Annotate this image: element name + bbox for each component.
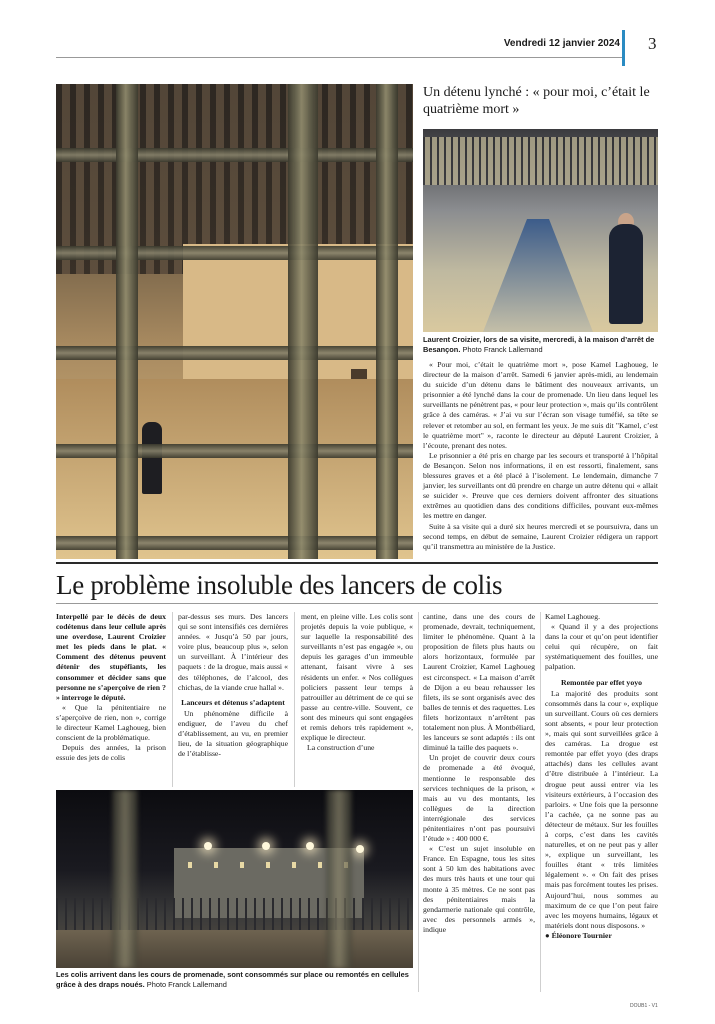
article-signature: ● Éléonore Tournier <box>545 930 612 940</box>
photo-bar <box>112 790 138 968</box>
article-paragraph: Kamel Laghoueg. <box>545 612 601 621</box>
photo-window <box>214 862 218 868</box>
article-column-3 <box>301 612 413 753</box>
column-separator <box>540 612 541 992</box>
sidebar-paragraph: Suite à sa visite qui a duré six heures mercredi et se poursuivra, dans un second temps, en début de semaine, Laurent Croizier rédigera un rapport qu’il transmettra au ministère de la Justice. <box>423 521 658 551</box>
article-paragraph: « C’est un sujet insoluble en France. En Espagne, tous les sites sont à 50 km des habitations avec des murs très hauts et une tour qui monte à 35 mètres. Ce ne sont pas des pénitentiaires mais la gendarmerie nationale qui contrôle, avec des personnels armés », indique <box>423 844 535 934</box>
photo-window <box>266 862 270 868</box>
article-paragraph: Depuis des années, la prison essuie des jets de colis <box>56 743 166 763</box>
sidebar-title: Un détenu lynché : « pour moi, c’était le quatrième mort » <box>423 85 650 117</box>
article-paragraph: Un phénomène difficile à endiguer, de l’aveu du chef d’établissement, au vu, en premier lieu, de la situation géographique de l’établisse- <box>178 708 288 759</box>
photo-window <box>188 862 192 868</box>
caption-text: Les colis arrivent dans les cours de promenade, sont consommés sur place ou remontés en cellules grâce à des draps noués. <box>56 970 409 989</box>
photo-guard-figure <box>142 422 162 494</box>
photo-railing <box>423 137 658 185</box>
photo-bar <box>116 84 138 559</box>
article-lead: Interpellé par le décès de deux codétenus dans leur cellule après une overdose, Laurent Croizier met les pieds dans le plat. « Comment des détenus peuvent détenir des stupéfiants, les consommer et décider sans que personne ne s’aperçoive de rien ? » interroge le député. <box>56 612 166 702</box>
photo-bar <box>56 444 413 458</box>
photo-corridor <box>483 219 593 332</box>
photo-bar <box>56 346 413 360</box>
article-paragraph: cantine, dans une des cours de promenade, devrait, techniquement, limiter le phénomène. Quant à la proposition de filets plus hauts ou alors horizontaux, formulée par Laurent Croizier, Kamel Laghoueg est circonspect. « La maison d’arrêt de Dijon a eu beau rehausser les filets, ils se sont organisés avec des balles de tennis et des raquettes. Les filets horizontaux n’arrêtent pas totalement non plus. À Montbéliard, les lanceurs se sont adaptés : ils ont diminué la taille des paquets ». <box>423 612 535 753</box>
photo-bar <box>288 84 318 559</box>
article-paragraph: « Que la pénitentiaire ne s’aperçoive de rien, non », corrige le directeur Kamel Laghoueg, bien conscient de la problématique. <box>56 702 166 743</box>
photo-floodlight <box>306 842 314 850</box>
headline-top-rule <box>56 562 658 564</box>
article-subheading: Remontée par effet yoyo <box>560 677 643 687</box>
page-number: 3 <box>648 34 657 53</box>
sidebar-photo-caption <box>423 335 658 355</box>
caption-text: Laurent Croizier, lors de sa visite, mercredi, à la maison d’arrêt de Besançon. <box>423 335 655 354</box>
header-accent-bar <box>622 30 625 66</box>
article-column-1 <box>56 612 166 763</box>
hero-photo-prison-corridor <box>56 84 413 559</box>
column-separator <box>294 612 295 787</box>
article-paragraph: La construction d’une <box>307 743 375 753</box>
article-column-4 <box>423 612 535 935</box>
article-column-2 <box>178 612 288 759</box>
sidebar-paragraph: Le prisonnier a été pris en charge par les secours et transporté à l’hôpital de Besançon. Selon nos informations, il en est ressorti, finalement, sans blessures graves et a été placé à l’isolement. Le lendemain, dimanche 7 janvier, les surveillants ont dû prendre en charge un autre détenu qui « allait se suicider ». Preuve que ces derniers doivent affronter des situations extrêmes au quotidien dans des conditions difficiles, pouvant eux-mêmes les mettre en danger. <box>423 450 658 521</box>
sidebar-photo-corridor <box>423 129 658 332</box>
night-photo-prison-yard <box>56 790 413 968</box>
photo-floodlight <box>204 842 212 850</box>
photo-window <box>240 862 244 868</box>
photo-window <box>292 862 296 868</box>
article-paragraph: La majorité des produits sont consommés dans la cour », explique un surveillant. Cours où ces derniers sont absents, « pour leur protection », mais qui sont surveillées grâce à des caméras. La drogue est remontée par effet yoyo (des draps attachés) dans les cellules avant d’être distribuée à l’intérieur. La drogue peut aussi entrer via les visiteurs extérieurs, à l’occasion des parloirs. « Une fois que la personne l’a cachée, ça ne sonne pas au détecteur de métaux. Sur les fouilles à corps, c’est dans les cavités naturelles, et on ne peut pas y aller », explique un surveillant, les fouilles étant « très limitées légalement ». « On fait des prises mais pas forcément toutes les prises. Aujourd’hui, nous sommes au maximum de ce que l’on peut faire avec les moyens humains, légaux et matériels dont nous disposons. » <box>545 688 658 930</box>
photo-floor <box>56 379 413 559</box>
photo-floodlight <box>262 842 270 850</box>
photo-ground <box>56 930 413 968</box>
article-paragraph: par-dessus ses murs. Des lancers qui se sont intensifiés ces dernières années. « Jusqu’à 50 par jours, voire plus, beaucoup plus », selon un surveillant. À l’intérieur des paquets : de la drogue, mais aussi « des téléphones, de l’alcool, des chichas, de la viande crue hallal ». <box>178 612 288 692</box>
author-name: Éléonore Tournier <box>551 930 612 940</box>
photo-bar <box>56 148 413 162</box>
photo-bar <box>326 790 352 968</box>
caption-credit: Photo Franck Lallemand <box>146 980 227 989</box>
photo-fence <box>56 898 413 933</box>
photo-bar <box>56 246 413 260</box>
photo-window <box>318 862 322 868</box>
caption-credit: Photo Franck Lallemand <box>462 345 543 354</box>
night-photo-caption <box>56 970 413 990</box>
article-paragraph: ment, en pleine ville. Les colis sont projetés depuis la voie publique, « sur laquelle la responsabilité des surveillants n’est pas engagée », ou depuis les garages d’un immeuble attenant, faisant vivre à ses résidents un enfer. « Nos collègues policiers passent leur temps à patrouiller au détriment de ce qui se passe au centre-ville. Souvent, ce sont des mineurs qui sont engagées et remis dehors très rapidement », explique le directeur. <box>301 612 413 743</box>
article-paragraph: Un projet de couvrir deux cours de promenade a été évoqué, mentionne le responsable des services techniques de la prison, « mais au vu des montants, les collègues de la direction interrégionale des services pénitentiaires n’ont pas poursuivi l’étude » : 400 000 €. <box>423 753 535 844</box>
article-subheading: Lanceurs et détenus s’adaptent <box>181 697 285 707</box>
article-column-5 <box>545 612 658 941</box>
column-separator <box>418 612 419 992</box>
photo-floodlight <box>356 845 364 853</box>
photo-bar <box>56 536 413 550</box>
sidebar-body <box>423 360 658 552</box>
footer-edition-code: DOUB1 - V1 <box>630 1003 658 1009</box>
photo-person <box>609 224 643 324</box>
issue-date: Vendredi 12 janvier 2024 <box>503 38 620 49</box>
photo-bar <box>376 84 398 559</box>
header-divider <box>56 57 622 58</box>
headline-bottom-rule <box>56 603 658 604</box>
sidebar-paragraph: « Pour moi, c’était le quatrième mort », pose Kamel Laghoueg, le directeur de la maison d’arrêt. Samedi 6 janvier après-midi, au lendemain du suicide d’un détenu dans le bâtiment des nouveaux arrivants, un prisonnier a été lynché dans la cour de promenade. Un lieu dans lequel les surveillants ne pénètrent pas, « pour leur protection », mais qu’ils contrôlent grâce à des caméras. « J’ai vu sur l’écran son visage tuméfié, sa tête se relever et retomber au sol, en fermant les yeux. Je me suis dit "Kamel, c’est le quatrième mort" », raconte le directeur au député Laurent Croizier, à l’écoute, prenant des notes. <box>423 360 658 450</box>
article-headline: Le problème insoluble des lancers de colis <box>56 570 503 600</box>
column-separator <box>172 612 173 787</box>
article-paragraph: « Quand il y a des projections dans la cour et qu’on peut identifier celui qui récupère, on fait systématiquement des fouilles, une palpation. <box>545 622 658 672</box>
